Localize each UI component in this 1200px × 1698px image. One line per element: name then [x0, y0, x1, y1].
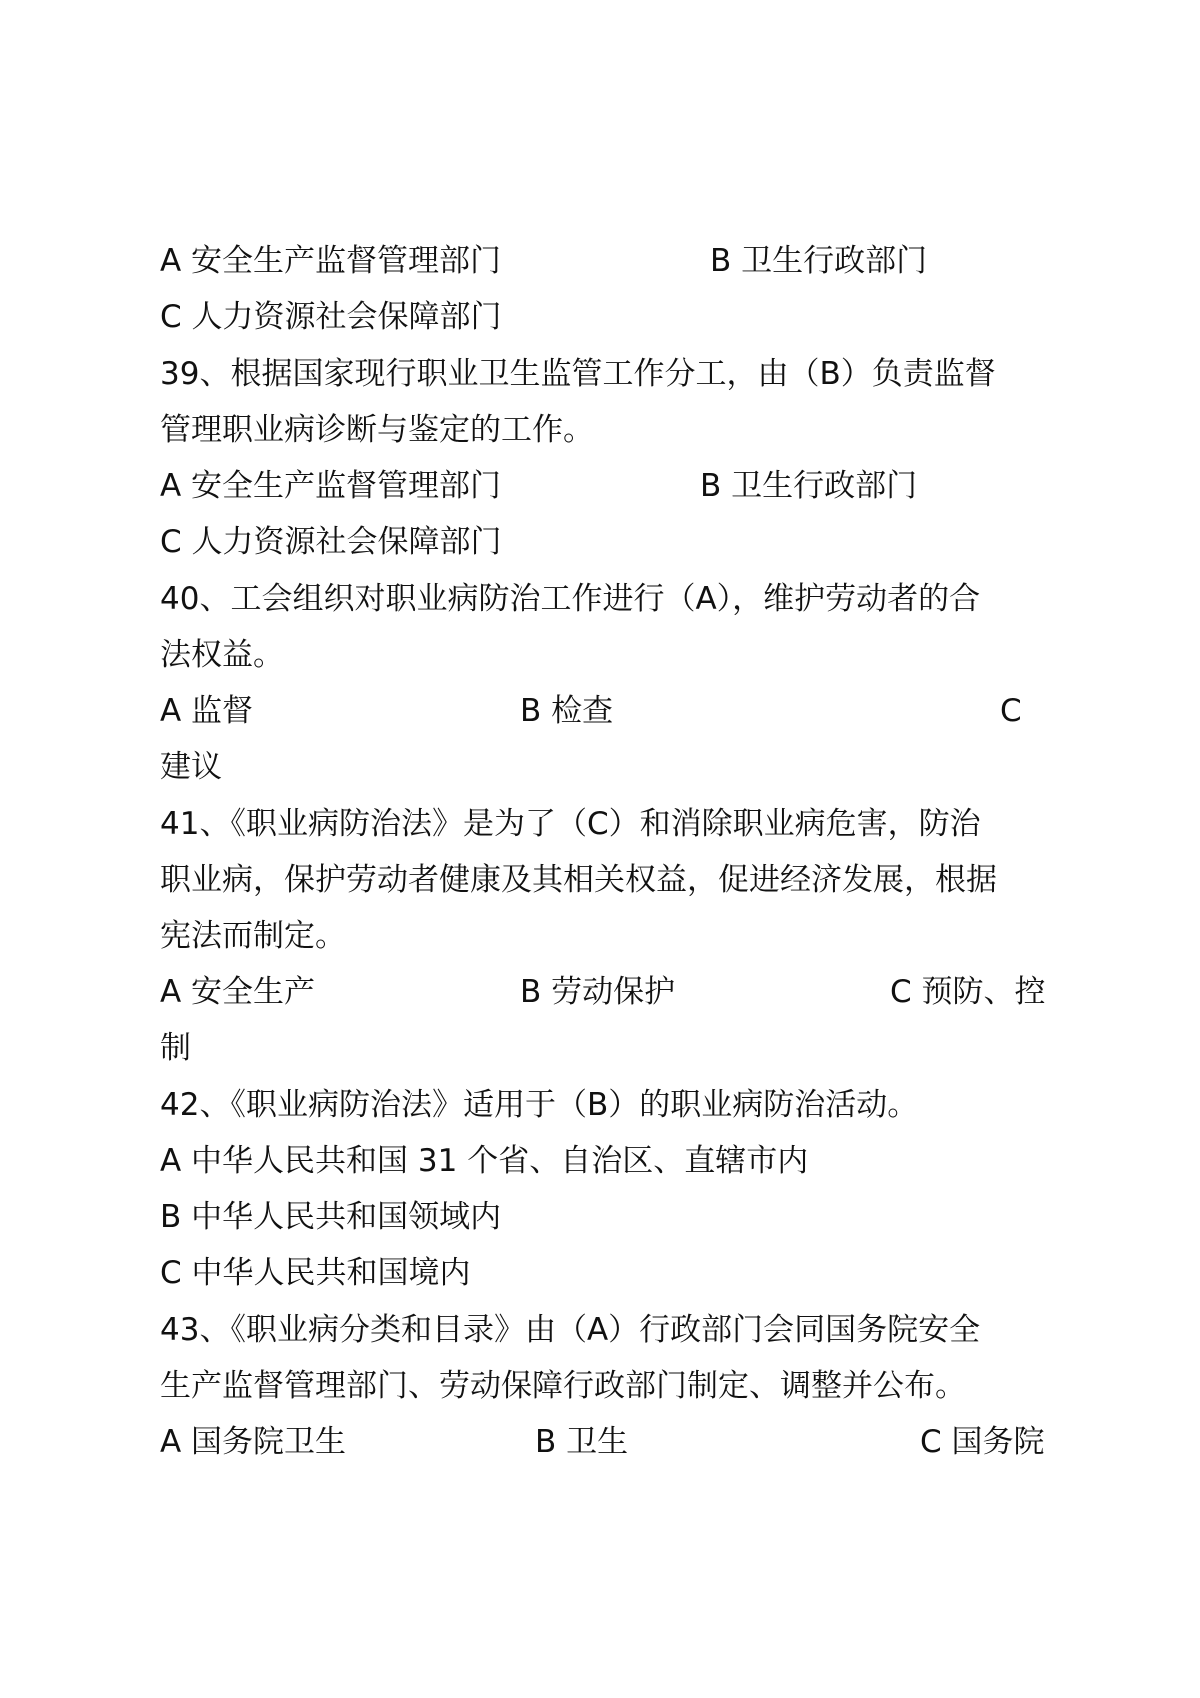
q40-stem-text1: 40、工会组织对职业病防治工作进行（A），维护劳动者的合: [160, 581, 981, 617]
q40-stem-text2: 法权益。: [160, 637, 284, 673]
q38-option-c: C 人力资源社会保障部门: [160, 299, 502, 335]
q43-stem-line2: [160, 1358, 1060, 1414]
q41-stem-text2: 职业病，保护劳动者健康及其相关权益，促进经济发展，根据: [160, 862, 997, 898]
q42-stem-text1: 42、《职业病防治法》适用于（B）的职业病防治活动。: [160, 1087, 919, 1123]
q43-stem-line1: [160, 1302, 1060, 1358]
q42-stem-line1: [160, 1077, 1060, 1133]
q39-option-b: B 卫生行政部门: [700, 468, 918, 504]
q40-options-row2: [160, 739, 1060, 795]
q41-option-c-part1: C 预防、控: [890, 974, 1046, 1010]
q39-stem-text1: 39、根据国家现行职业卫生监管工作分工，由（B）负责监督: [160, 356, 996, 392]
q41-stem-text3: 宪法而制定。: [160, 918, 346, 954]
q41-option-a: A 安全生产: [160, 974, 316, 1010]
q43-option-b: B 卫生: [535, 1424, 629, 1460]
q40-option-c-text: 建议: [160, 749, 222, 785]
q43-options-row1: [160, 1414, 1060, 1470]
q38-options-row2: [160, 289, 1060, 345]
q40-option-c-letter: C: [1000, 693, 1022, 729]
q39-stem-line1: [160, 346, 1060, 402]
q41-options-row1: [160, 964, 1060, 1020]
q40-option-a: A 监督: [160, 693, 254, 729]
q38-option-a: A 安全生产监督管理部门: [160, 243, 502, 279]
q39-option-c: C 人力资源社会保障部门: [160, 524, 502, 560]
q43-option-a: A 国务院卫生: [160, 1424, 347, 1460]
q38-option-b: B 卫生行政部门: [710, 243, 928, 279]
q42-options-row1: [160, 1133, 1060, 1189]
q39-options-row1: [160, 458, 1060, 514]
q41-option-c-part2: 制: [160, 1030, 191, 1066]
q43-option-c: C 国务院: [920, 1424, 1045, 1460]
q40-stem-line1: [160, 571, 1060, 627]
q39-stem-text2: 管理职业病诊断与鉴定的工作。: [160, 412, 594, 448]
q42-option-a: A 中华人民共和国 31 个省、自治区、直辖市内: [160, 1143, 809, 1179]
q41-stem-line3: [160, 908, 1060, 964]
q41-option-b: B 劳动保护: [520, 974, 676, 1010]
q38-options-row1: [160, 233, 1060, 289]
q42-option-c: C 中华人民共和国境内: [160, 1255, 471, 1291]
q40-options-row1: [160, 683, 1060, 739]
q42-option-b: B 中华人民共和国领域内: [160, 1199, 502, 1235]
q39-options-row2: [160, 514, 1060, 570]
q40-option-b: B 检查: [520, 693, 614, 729]
q41-stem-line2: [160, 852, 1060, 908]
q42-options-row3: [160, 1245, 1060, 1301]
q43-stem-text1: 43、《职业病分类和目录》由（A）行政部门会同国务院安全: [160, 1312, 981, 1348]
q40-stem-line2: [160, 627, 1060, 683]
q41-stem-line1: [160, 796, 1060, 852]
q39-option-a: A 安全生产监督管理部门: [160, 468, 502, 504]
q43-stem-text2: 生产监督管理部门、劳动保障行政部门制定、调整并公布。: [160, 1368, 966, 1404]
q39-stem-line2: [160, 402, 1060, 458]
q41-options-row2: [160, 1020, 1060, 1076]
q41-stem-text1: 41、《职业病防治法》是为了（C）和消除职业病危害，防治: [160, 806, 981, 842]
q42-options-row2: [160, 1189, 1060, 1245]
